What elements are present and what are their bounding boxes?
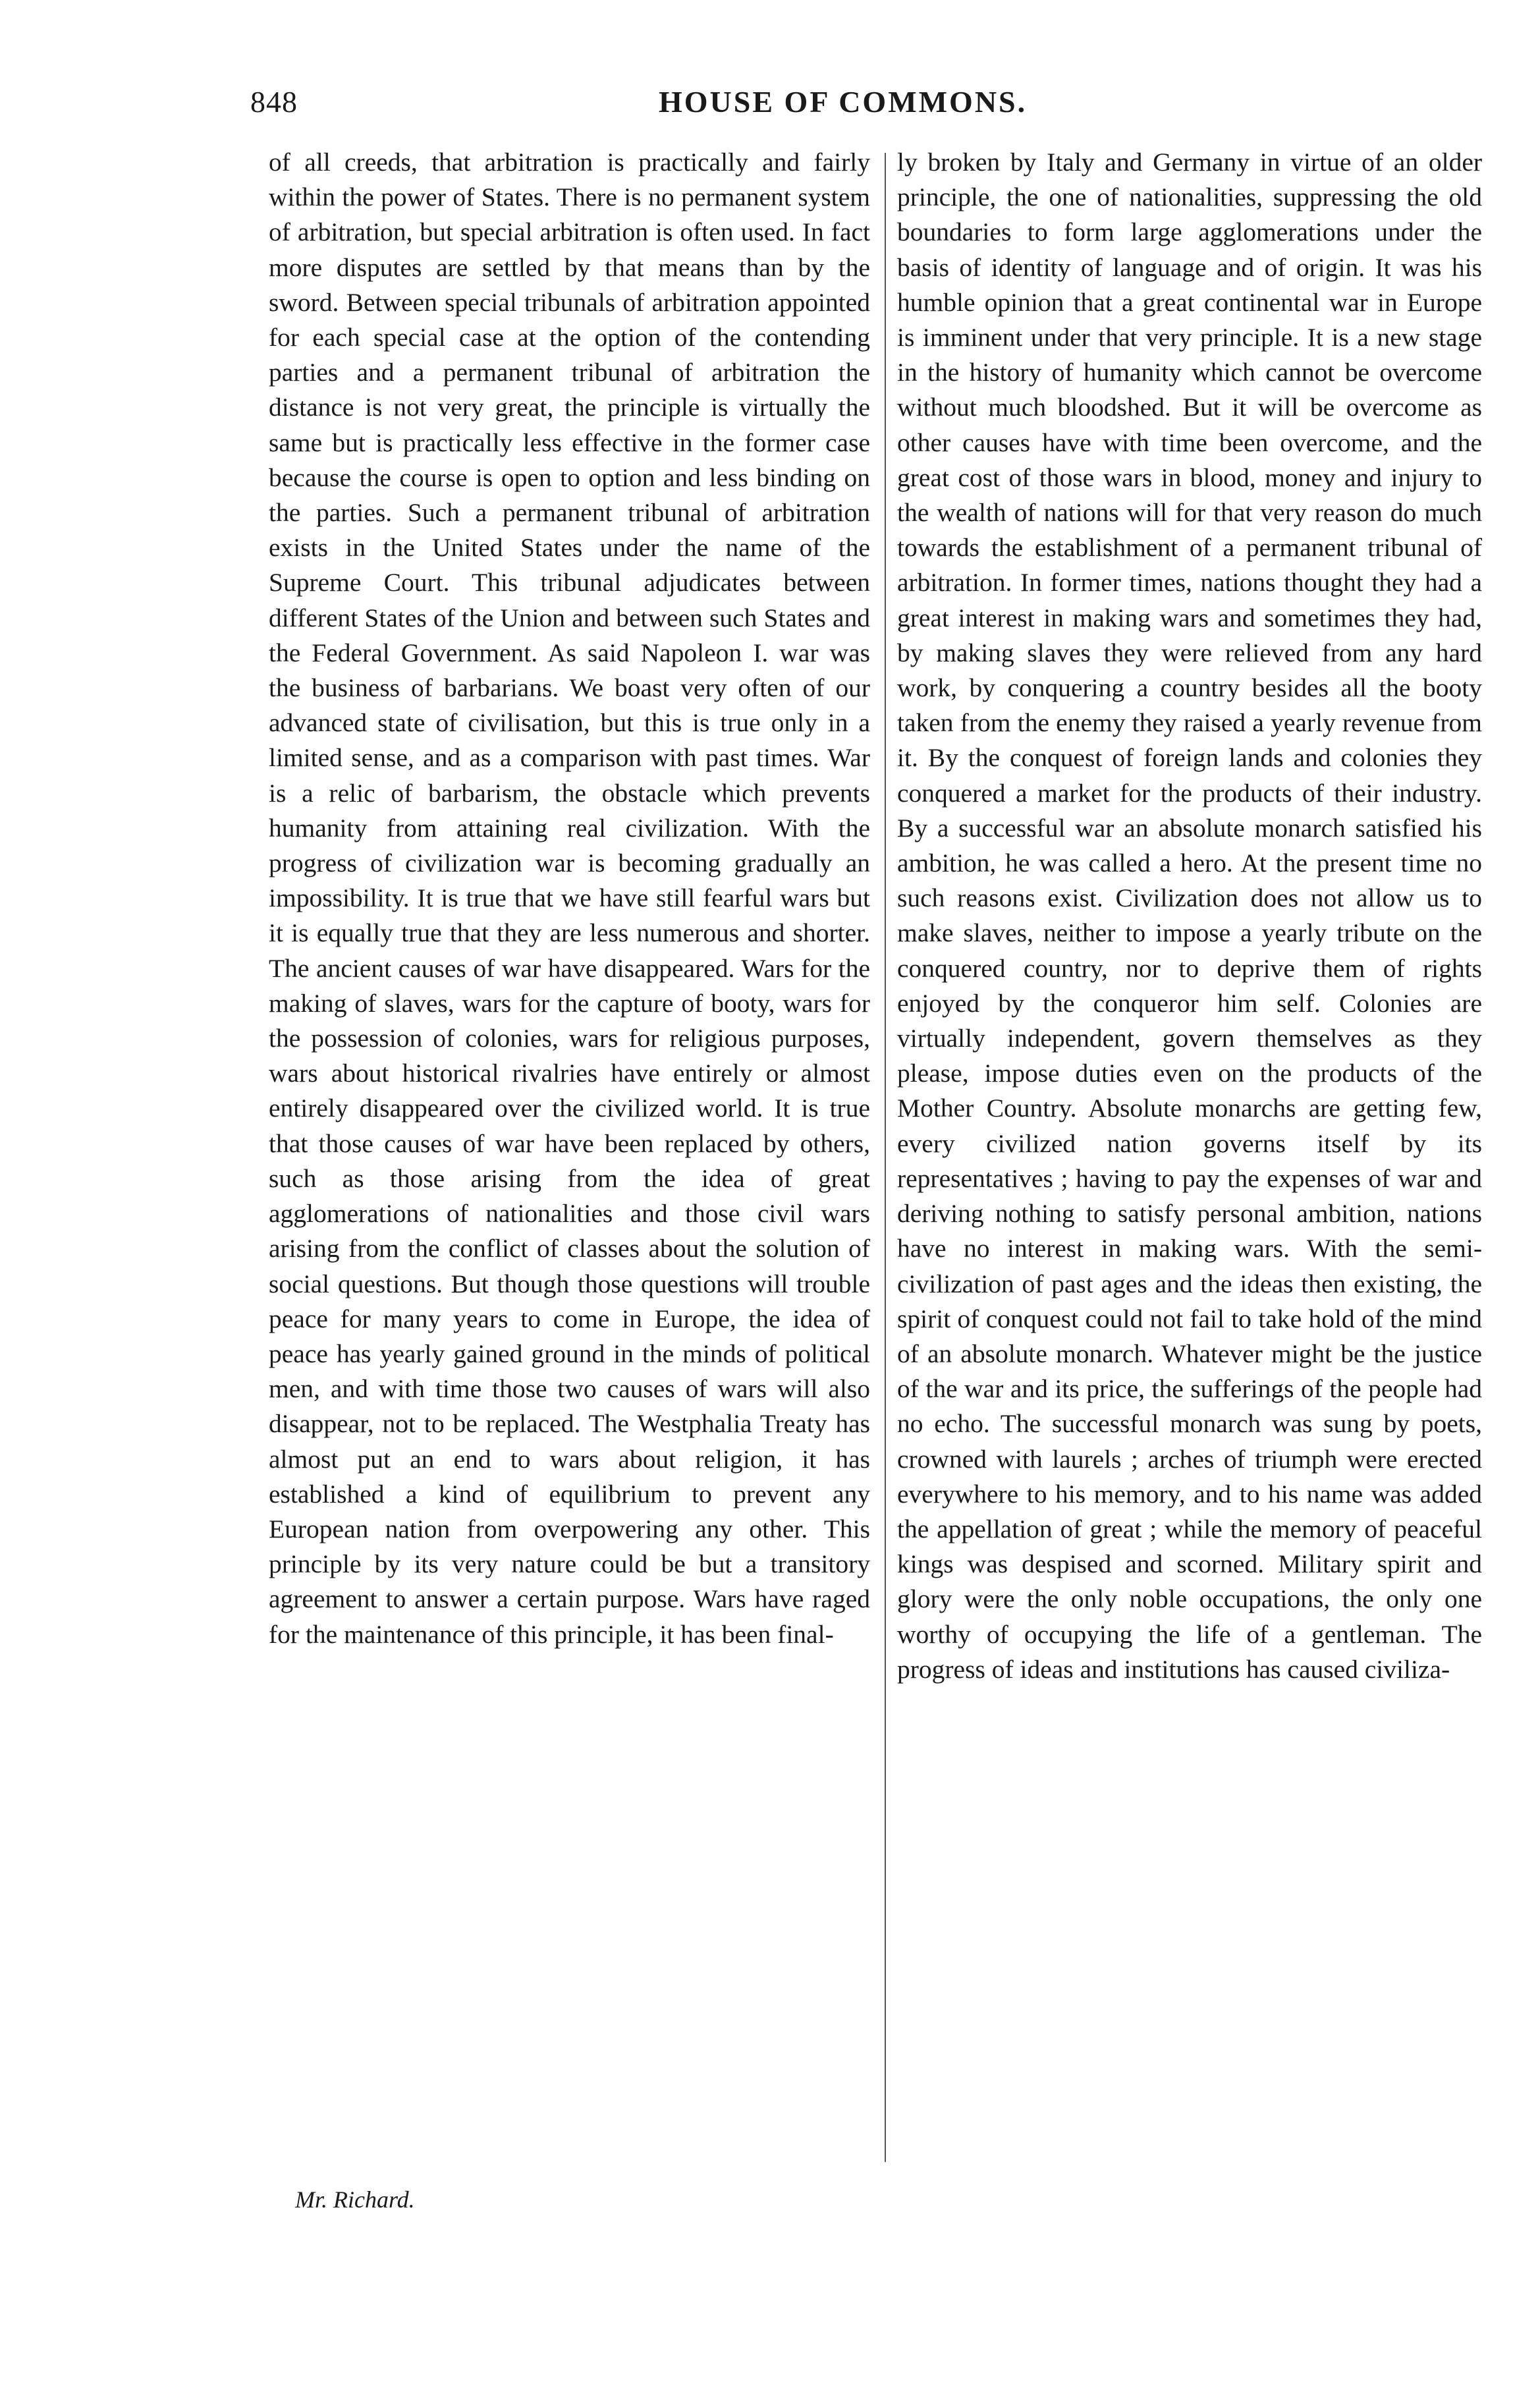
column-text: ly broken by Italy and Germany in virtue of an older principle, the one of nationalities, suppressing the old boundaries to form large agglomerations under the basis of identity of language and of origin. It was his humble opinion that a great continental war in Europe is imminent under that very principle. It is a new stage in the history of humanity which cannot be overcome without much bloodshed. But it will be overcome as other causes have with time been overcome, and the great cost of those wars in blood, money and injury to the wealth of nations will for that very reason do much towards the establishment of a permanent tribunal of arbitration. In former times, nations thought they had a great interest in making wars and sometimes they had, by making slaves they were relieved from any hard work, by conquering a country besides all the booty taken from the enemy they raised a yearly revenue from it. By the conquest of foreign lands and colonies they conquered a market for the products of their industry. By a successful war an absolute monarch satisfied his ambition, he was called a hero. At the present time no such reasons exist. Civilization does not allow us to make slaves, neither to impose a yearly tribute on the conquered country, nor to deprive them of rights enjoyed by the conqueror him self. Colonies are virtually independent, govern themselves as they please, impose duties even on the products of the Mother Country. Absolute monarchs are getting few, every civilized nation governs itself by its representatives ; having to pay the expenses of war and deriving nothing to satisfy personal ambition, nations have no interest in making wars. With the semi-civilization of past ages and the ideas then existing, the spirit of conquest could not fail to take hold of the mind of an absolute monarch. Whatever might be the justice of the war and its price, the sufferings of the people had no echo. The successful monarch was sung by poets, crowned with laurels ; arches of triumph were erected everywhere to his memory, and to his name was added the appellation of great ; while the memory of peaceful kings was despised and scorned. Military spirit and glory were the only noble occupations, the only one worthy of occupying the life of a gentleman. The progress of ideas and institutions has caused civiliza- [897, 148, 1482, 1684]
page-header [250, 84, 1540, 130]
column-text: of all creeds, that arbitration is practically and fairly within the power of States. There is no permanent system of arbitration, but special arbitration is often used. In fact more disputes are settled by that means than by the sword. Between special tribunals of arbitration appointed for each special case at the option of the contending parties and a permanent tribunal of arbitration the distance is not very great, the principle is virtually the same but is practically less effective in the former case because the course is open to option and less binding on the parties. Such a permanent tribunal of arbitration exists in the United States under the name of the Supreme Court. This tribunal adjudicates between different States of the Union and between such States and the Federal Government. As said Napoleon I. war was the business of barbarians. We boast very often of our advanced state of civilisation, but this is true only in a limited sense, and as a comparison with past times. War is a relic of barbarism, the obstacle which prevents humanity from attaining real civilization. With the progress of civilization war is becoming gradually an impossibility. It is true that we have still fearful wars but it is equally true that they are less numerous and shorter. The ancient causes of war have disappeared. Wars for the making of slaves, wars for the capture of booty, wars for the possession of colonies, wars for religious purposes, wars about historical rivalries have entirely or almost entirely disappeared over the civilized world. It is true that those causes of war have been replaced by others, such as those arising from the idea of great agglomerations of nationalities and those civil wars arising from the conflict of classes about the solution of social questions. But though those questions will trouble peace for many years to come in Europe, the idea of peace has yearly gained ground in the minds of political men, and with time those two causes of wars will also disappear, not to be replaced. The Westphalia Treaty has almost put an end to wars about religion, it has established a kind of equilibrium to prevent any European nation from overpowering any other. This principle by its very nature could be but a transitory agreement to answer a certain purpose. Wars have raged for the maintenance of this principle, it has been final- [269, 148, 870, 1649]
running-head: HOUSE OF COMMONS. [659, 85, 1028, 119]
text-column-left [269, 145, 870, 1652]
text-column-right [897, 145, 1482, 1687]
speaker-signature: Mr. Richard. [295, 2186, 415, 2213]
column-divider [885, 153, 886, 2162]
page-number: 848 [250, 85, 298, 119]
